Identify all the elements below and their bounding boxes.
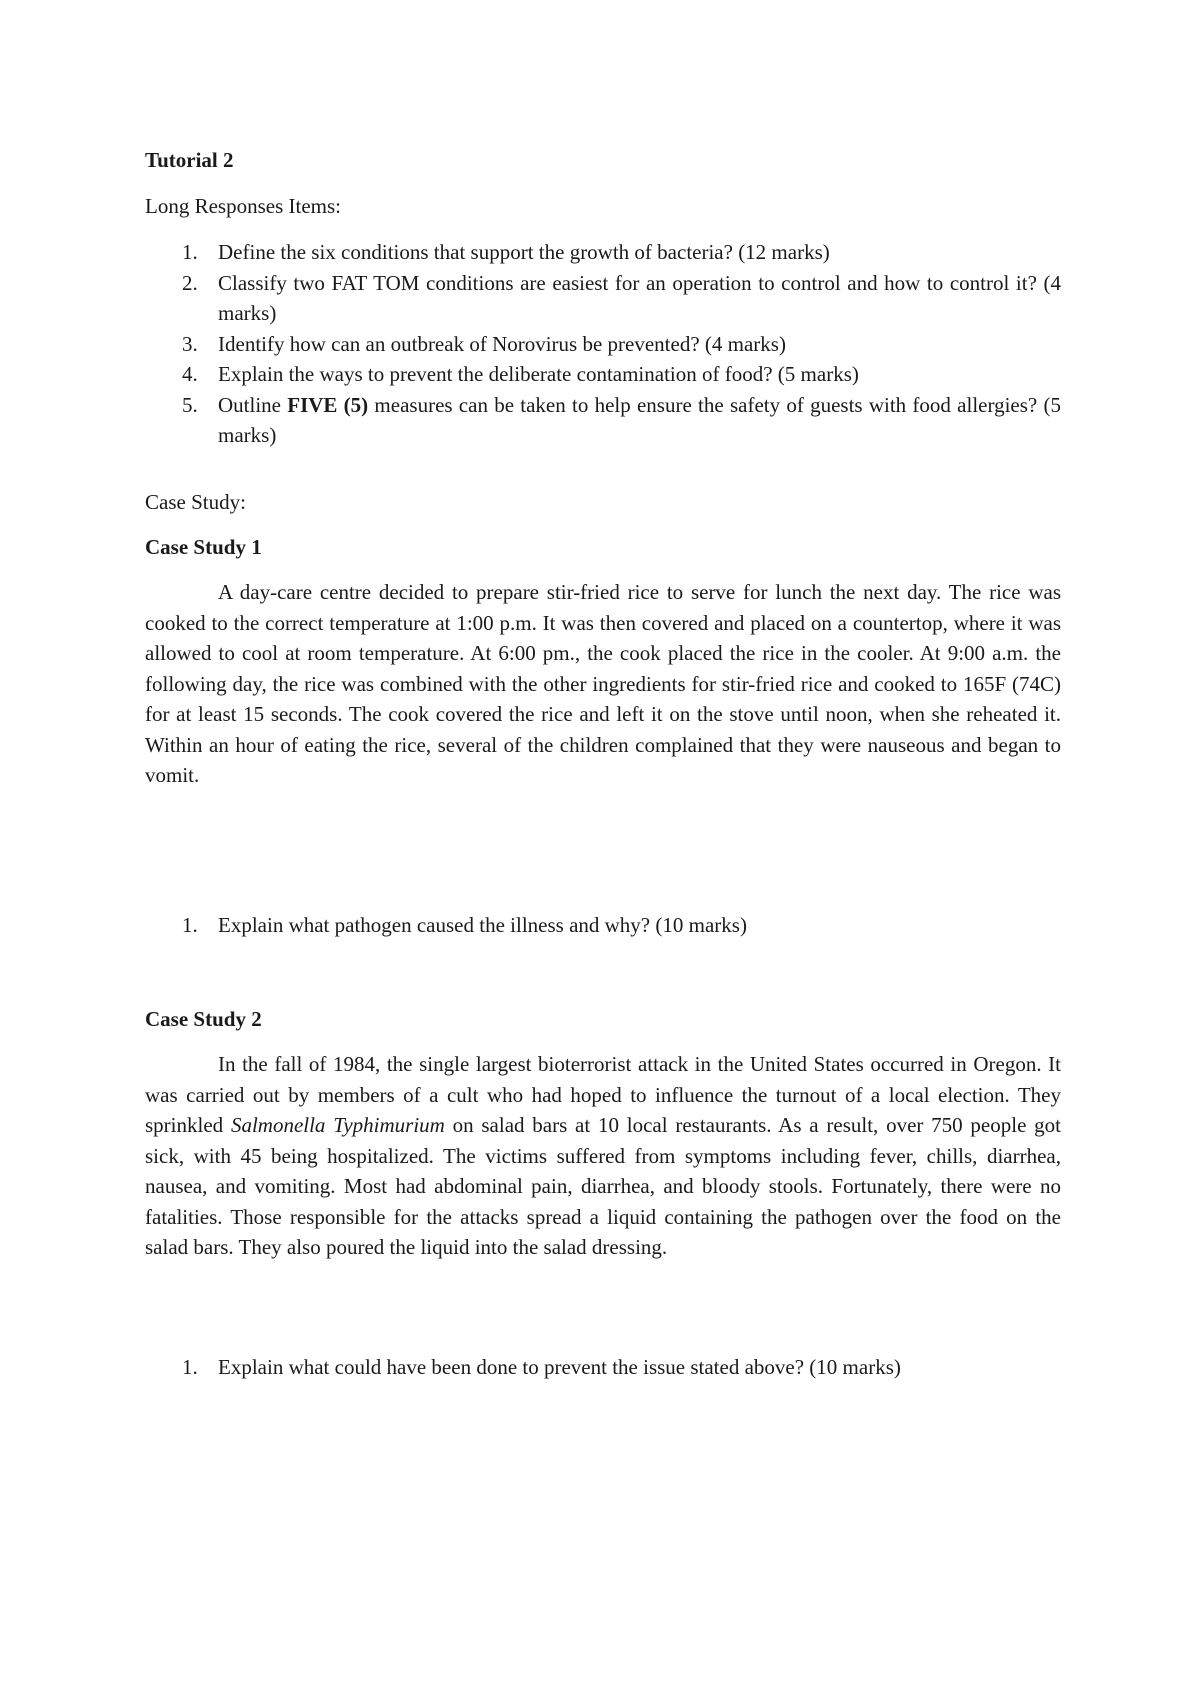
case-study-heading: Case Study: bbox=[145, 490, 246, 514]
list-item-text: Explain the ways to prevent the deliberate contamination of food? (5 marks) bbox=[218, 362, 859, 386]
paragraph-text-italic: Salmonella Typhimurium bbox=[230, 1113, 445, 1137]
list-item bbox=[145, 1352, 1061, 1383]
list-item-text-post: measures can be taken to help ensure the safety of guests with food allergies? (5 marks) bbox=[218, 392, 1061, 447]
list-item bbox=[145, 268, 1061, 329]
case-study-1-questions bbox=[145, 910, 1061, 941]
list-item-number: 1. bbox=[182, 240, 198, 264]
list-item-text: Define the six conditions that support the growth of bacteria? (12 marks) bbox=[218, 240, 830, 264]
list-item-number: 5. bbox=[182, 392, 198, 417]
list-item-text-pre: Outline bbox=[218, 392, 288, 417]
list-item-number: 1. bbox=[182, 913, 198, 937]
case-study-1-title: Case Study 1 bbox=[145, 535, 262, 559]
list-item bbox=[145, 329, 1061, 360]
list-item-number: 2. bbox=[182, 270, 198, 295]
list-item-number: 4. bbox=[182, 362, 198, 386]
list-item-text-bold: FIVE (5) bbox=[287, 392, 369, 417]
list-item-number: 1. bbox=[182, 1355, 198, 1379]
paragraph-text-pre: In the fall of 1984, the single largest bioterrorist attack in the United States occurred in Oregon. It was carried out by members of a cult who had hoped to influence the turnout of a local election. They sprinkled bbox=[145, 1052, 1061, 1137]
list-item-text: Classify two FAT TOM conditions are easiest for an operation to control and how to control it? (4 marks) bbox=[218, 270, 1061, 325]
case-study-2-paragraph bbox=[145, 1049, 1061, 1263]
list-item-number: 3. bbox=[182, 331, 198, 356]
list-item-text: Explain what could have been done to prevent the issue stated above? (10 marks) bbox=[218, 1355, 901, 1379]
case-study-2-questions bbox=[145, 1352, 1061, 1383]
long-responses-heading: Long Responses Items: bbox=[145, 194, 341, 218]
case-study-2-title: Case Study 2 bbox=[145, 1007, 262, 1031]
long-responses-list bbox=[145, 237, 1061, 451]
list-item-text: Identify how can an outbreak of Norovirus be prevented? (4 marks) bbox=[218, 331, 786, 356]
case-study-1-paragraph: A day-care centre decided to prepare stir-fried rice to serve for lunch the next day. The rice was cooked to the correct temperature at 1:00 p.m. It was then covered and placed on a countertop, where it was allowed to cool at room temperature. At 6:00 pm., the cook placed the rice in the cooler. At 9:00 a.m. the following day, the rice was combined with the other ingredients for stir-fried rice and cooked to 165F (74C) for at least 15 seconds. The cook covered the rice and left it on the stove until noon, when she reheated it. Within an hour of eating the rice, several of the children complained that they were nauseous and began to vomit. bbox=[145, 580, 1061, 787]
list-item-text: Explain what pathogen caused the illness and why? (10 marks) bbox=[218, 913, 747, 937]
paragraph-text-post: on salad bars at 10 local restaurants. As a result, over 750 people got sick, with 45 being hospitalized. The victims suffered from symptoms including fever, chills, diarrhea, nausea, and vomiting. Most had abdominal pain, diarrhea, and bloody stools. Fortunately, there were no fatalities. Those responsible for the attacks spread a liquid containing the pathogen over the food on the salad bars. They also poured the liquid into the salad dressing. bbox=[145, 1113, 1062, 1259]
list-item bbox=[145, 390, 1061, 451]
list-item bbox=[145, 237, 1061, 268]
list-item bbox=[145, 359, 1061, 390]
list-item bbox=[145, 910, 1061, 941]
page-title: Tutorial 2 bbox=[145, 148, 234, 172]
